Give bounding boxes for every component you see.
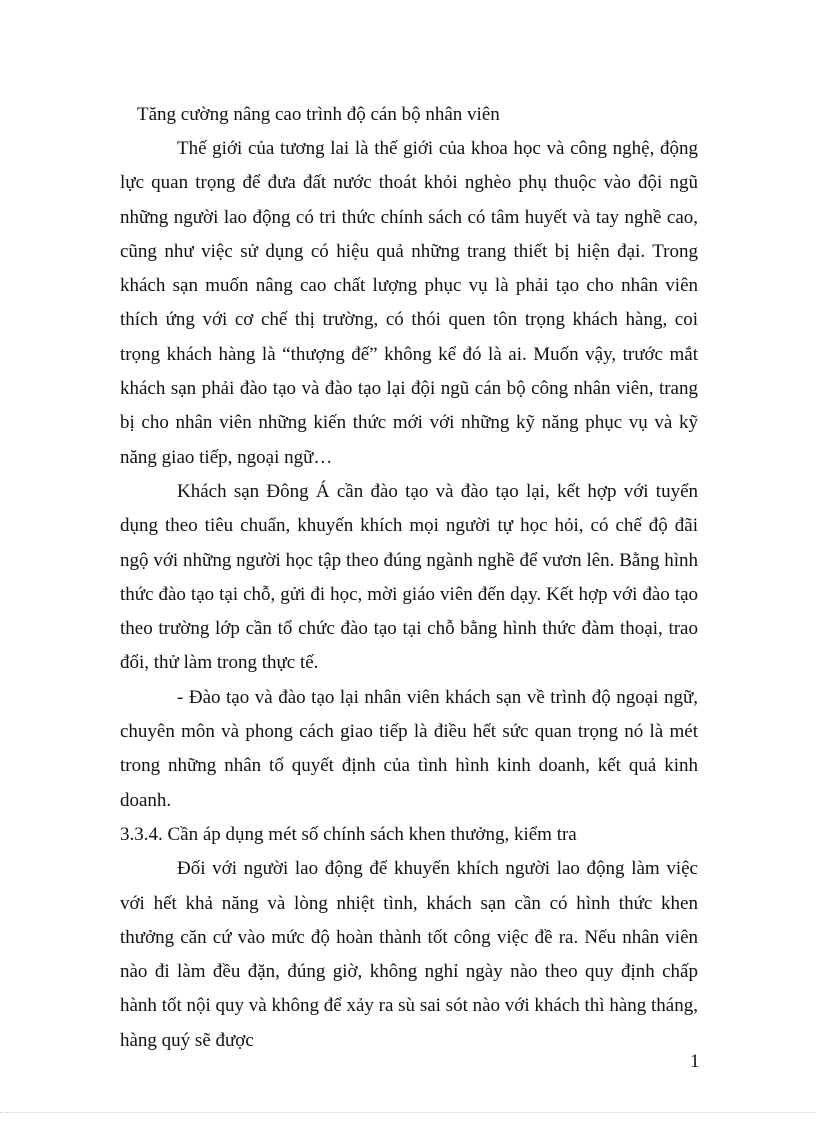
paragraph-training-importance: Thế giới của tương lai là thế giới của khoa học và công nghệ, động lực quan trọng để đưa đất nước thoát khỏi nghèo phụ thuộc vào đội ngũ những người lao động có tri thức chính sách có tâm huyết và tay nghề cao, cũng như việc sử dụng có hiệu quả những trang thiết bị hiện đại. Trong khách sạn muốn nâng cao chất lượng phục vụ là phải tạo cho nhân viên thích ứng với cơ chế thị trường, có thói quen tôn trọng khách hàng, coi trọng khách hàng là “thượng đế” không kể đó là ai. Muốn vậy, trước mắt khách sạn phải đào tạo và đào tạo lại đội ngũ cán bộ công nhân viên, trang bị cho nhân viên những kiến thức mới với những kỹ năng phục vụ và kỹ năng giao tiếp, ngoại ngữ… xyxy=(120,138,698,468)
footer-divider xyxy=(0,1112,816,1113)
paragraph-retraining-staff: - Đào tạo và đào tạo lại nhân viên khách sạn về trình độ ngoại ngữ, chuyên môn và phong cách giao tiếp là điều hết sức quan trọng nó là mét trong những nhân tố quyết định của tình hình kinh doanh, kết quả kinh doanh. xyxy=(120,686,698,811)
page-number: 1 xyxy=(690,1051,700,1072)
section-heading: 3.3.4. Cần áp dụng mét số chính sách khen thưởng, kiểm tra xyxy=(120,823,577,845)
body-text xyxy=(120,132,698,1058)
subsection-heading: Tăng cường nâng cao trình độ cán bộ nhân viên xyxy=(137,104,500,125)
paragraph-dong-a-hotel: Khách sạn Đông Á cần đào tạo và đào tạo lại, kết hợp với tuyển dụng theo tiêu chuẩn, khuyến khích mọi người tự học hỏi, có chế độ đãi ngộ với những người học tập theo đúng ngành nghề để vươn lên. Bằng hình thức đào tạo tại chỗ, gửi đi học, mời giáo viên đến dạy. Kết hợp với đào tạo theo trường lớp cần tổ chức đào tạo tại chỗ bằng hình thức đàm thoại, trao đổi, thử làm trong thực tế. xyxy=(120,480,698,674)
paragraph-reward-policy: Đối với người lao động để khuyến khích người lao động làm việc với hết khả năng và lòng nhiệt tình, khách sạn cần có hình thức khen thưởng căn cứ vào mức độ hoàn thành tốt công việc đề ra. Nếu nhân viên nào đi làm đều đặn, đúng giờ, không nghỉ ngày nào theo quy định chấp hành tốt nội quy và không để xảy ra sù sai sót nào với khách thì hàng tháng, hàng quý sẽ được xyxy=(120,858,698,1051)
